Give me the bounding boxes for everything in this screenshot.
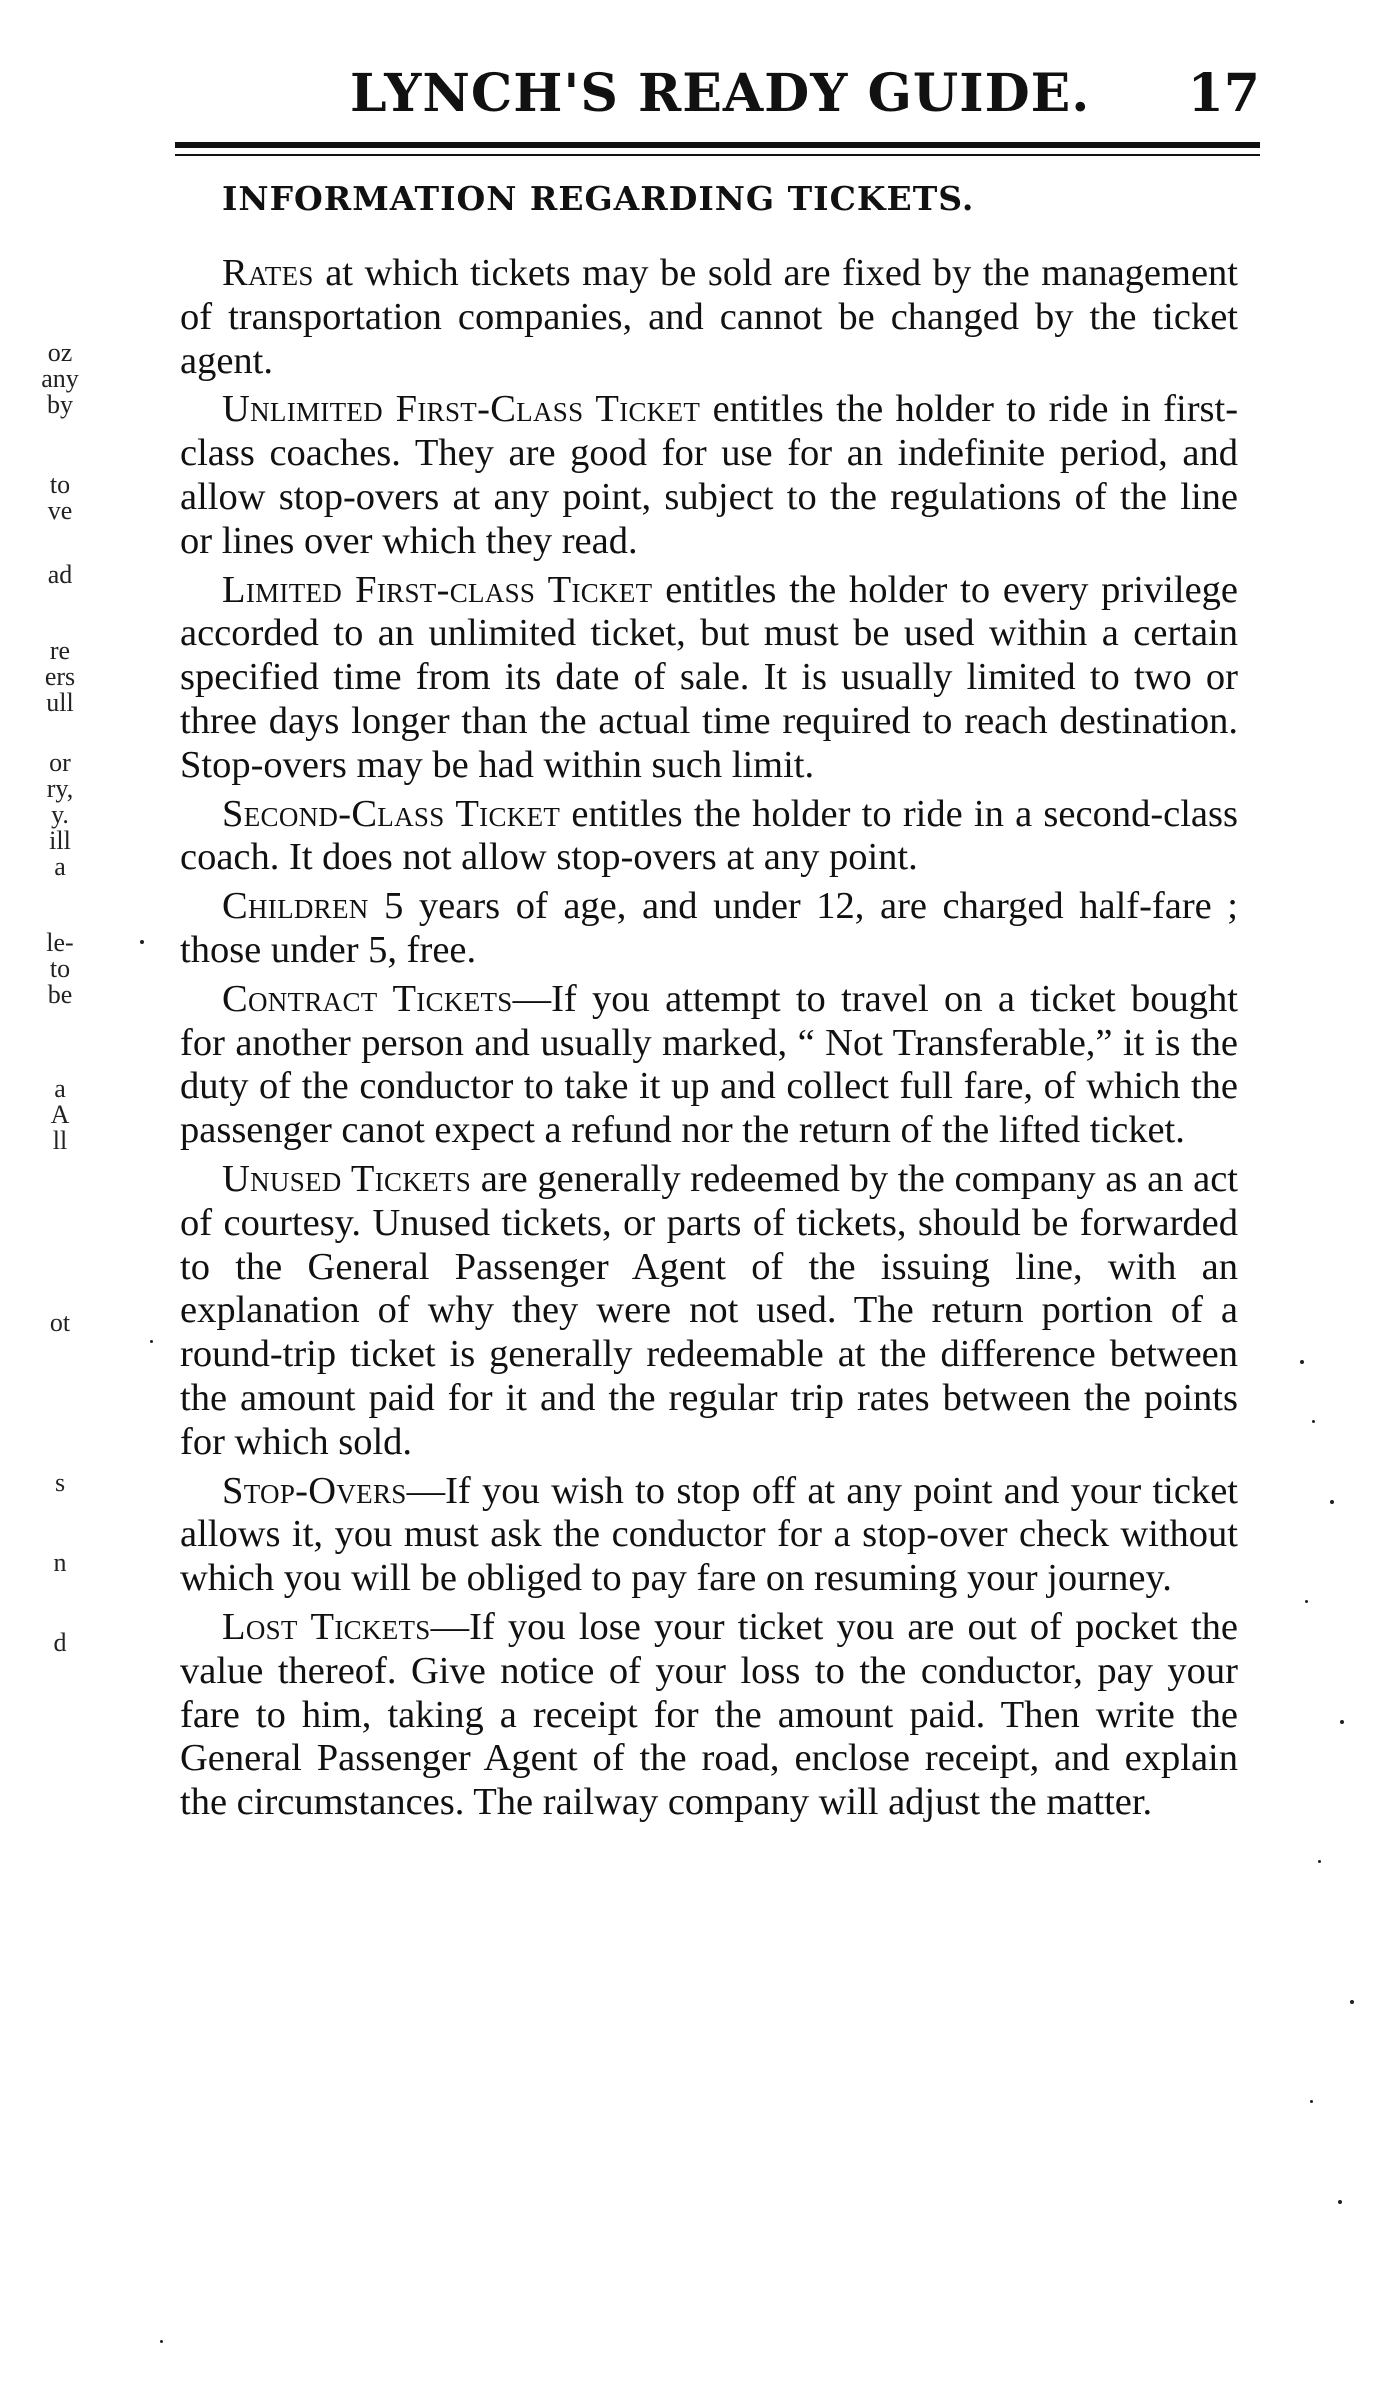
section-heading: INFORMATION REGARDING TICKETS. — [222, 179, 975, 218]
margin-fragment: y. — [51, 800, 69, 829]
paragraph-unused-tickets — [180, 1158, 1238, 1465]
margin-fragment: to — [49, 470, 71, 499]
page-header — [0, 63, 1260, 134]
paragraph-lead: Second-Class Ticket — [222, 792, 561, 835]
paragraph-unlimited-first-class — [180, 388, 1238, 563]
margin-fragment: ad — [47, 560, 73, 589]
paragraph-lead: Unlimited First-Class Ticket — [222, 388, 701, 431]
margin-fragment: any — [41, 364, 79, 393]
paragraph-lead: Unused Tickets — [222, 1157, 472, 1200]
paragraph-lead: Contract Tickets — [222, 977, 513, 1020]
scan-speck — [1318, 1860, 1321, 1863]
paragraph-children — [180, 885, 1238, 973]
margin-fragment: by — [47, 390, 73, 419]
header-rule — [175, 142, 1260, 148]
margin-fragment: ll — [52, 1126, 68, 1155]
margin-fragments — [20, 330, 100, 2230]
margin-fragment: oz — [47, 338, 73, 367]
margin-fragment: ill — [49, 826, 71, 855]
paragraph-lost-tickets — [180, 1606, 1238, 1825]
paragraph-body: entitles the holder to ride in a second-class coach. It does not allow stop-overs at any point. — [180, 792, 1238, 879]
margin-fragment: ve — [47, 496, 73, 525]
margin-fragment: re — [49, 636, 71, 665]
margin-fragment: be — [47, 980, 73, 1009]
margin-fragment: a — [54, 1074, 66, 1103]
scan-speck — [1338, 2200, 1342, 2204]
margin-fragment: ull — [46, 688, 74, 717]
paragraph-second-class — [180, 793, 1238, 881]
margin-fragment: A — [50, 1100, 70, 1129]
scan-speck — [150, 1340, 153, 1343]
running-title: LYNCH'S READY GUIDE. — [350, 63, 1091, 124]
paragraph-lead: Limited First-class Ticket — [222, 568, 653, 611]
scan-speck — [1312, 1420, 1315, 1423]
scan-speck — [1310, 2100, 1313, 2103]
margin-fragment: s — [54, 1468, 66, 1497]
scan-speck — [1340, 1720, 1344, 1724]
paragraph-lead: Rates — [222, 252, 314, 294]
paragraph-lead: Stop-Overs — [222, 1469, 407, 1512]
paragraph-body: entitles the holder to every privilege accorded to an unlimited ticket, but must be used within a certain specified time from its date of sale. It is usually limited to two or three days longer than the actual time required to reach destination. Stop-overs may be had within such limit. — [180, 568, 1238, 786]
scan-speck — [1300, 1360, 1304, 1364]
margin-fragment: ry, — [46, 774, 74, 803]
paragraph-body: are generally redeemed by the company as an act of courtesy. Unused tickets, or parts of tickets, should be forwarded to the General Passenger Agent of the issuing line, with an explanation of why they were not used. The return portion of a round-trip ticket is generally redeemable at the difference between the amount paid for it and the regular trip rates between the points for which sold. — [180, 1157, 1238, 1463]
paragraph-body: 5 years of age, and under 12, are charged half-fare ; those under 5, free. — [180, 885, 1238, 971]
scan-speck — [140, 940, 144, 944]
paragraph-stop-overs — [180, 1470, 1238, 1601]
margin-fragment: le- — [46, 928, 74, 957]
paragraph-body: —If you lose your ticket you are out of pocket the value thereof. Give notice of your loss to the conductor, pay your fare to him, taking a receipt for the amount paid. Then write the General Passenger Agent of the road, enclose receipt, and explain the circumstances. The railway company will adjust the matter. — [180, 1605, 1238, 1824]
margin-fragment: or — [49, 748, 71, 777]
margin-fragment: ot — [49, 1308, 71, 1337]
scan-speck — [1330, 1500, 1334, 1504]
margin-fragment: a — [54, 852, 66, 881]
margin-fragment: d — [53, 1628, 67, 1657]
scan-speck — [1350, 2000, 1354, 2004]
paragraph-body: at which tickets may be sold are fixed by the management of transportation companies, and cannot be changed by the ticket agent. — [180, 252, 1238, 382]
paragraph-lead: Children — [222, 885, 369, 928]
margin-fragment: ers — [44, 662, 76, 691]
header-rule-thin — [175, 154, 1260, 156]
body-text — [180, 252, 1238, 1830]
scan-speck — [1305, 1600, 1308, 1603]
paragraph-rates — [180, 252, 1238, 383]
paragraph-contract-tickets — [180, 978, 1238, 1153]
page-number: 17 — [1187, 63, 1260, 124]
paragraph-body: —If you attempt to travel on a ticket bought for another person and usually marked, “ Not Transferable,” it is the duty of the conductor to take it up and collect full fare, of which the passenger canot expect a refund nor the return of the lifted ticket. — [180, 977, 1238, 1152]
paragraph-body: —If you wish to stop off at any point and your ticket allows it, you must ask the conductor for a stop-over check without which you will be obliged to pay fare on resuming your journey. — [180, 1469, 1238, 1600]
margin-fragment: to — [49, 954, 71, 983]
margin-fragment: n — [53, 1548, 67, 1577]
paragraph-body: entitles the holder to ride in first-class coaches. They are good for use for an indefinite period, and allow stop-overs at any point, subject to the regulations of the line or lines over which they read. — [180, 388, 1239, 562]
scan-speck — [160, 2340, 163, 2343]
paragraph-limited-first-class — [180, 569, 1238, 788]
paragraph-lead: Lost Tickets — [222, 1605, 431, 1648]
